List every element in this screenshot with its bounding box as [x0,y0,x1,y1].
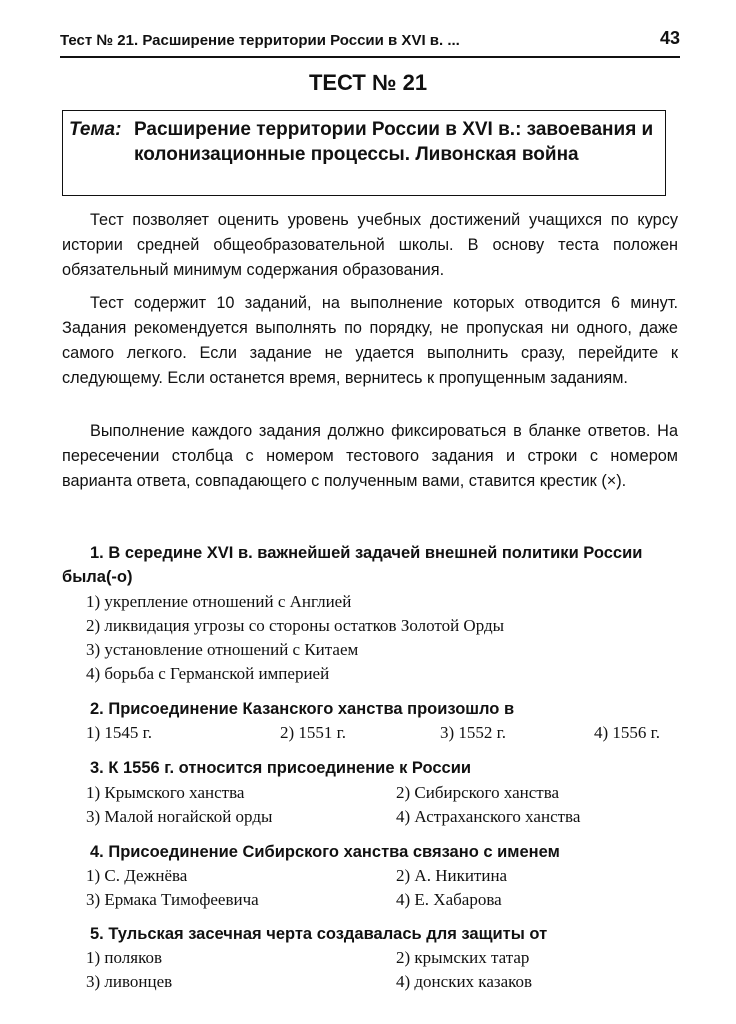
answer-option: 2) 1551 г. [280,723,346,742]
question-title: 3. К 1556 г. относится присоединение к России [90,759,472,777]
page-number: 43 [659,28,680,48]
answer-option: 3) установление отношений с Китаем [86,640,359,659]
answer-option: 2) ликвидация угрозы со стороны остатков Золотой Орды [86,616,505,635]
topic-text: Расширение территории России в XVI в.: завоевания и колонизационные процессы. Ливонская война [134,119,654,165]
answer-option: 2) крымских татар [396,948,530,967]
test-title: ТЕСТ № 21 [308,70,428,95]
question-title: 4. Присоединение Сибирского ханства связано с именем [90,843,560,861]
topic-label: Тема: [69,119,122,140]
answer-option: 3) Малой ногайской орды [86,807,273,826]
answer-option: 4) донских казаков [396,972,533,991]
answer-option: 4) борьба с Германской империей [86,664,330,683]
answer-option: 3) 1552 г. [440,723,506,742]
answer-option: 4) Астраханского ханства [396,807,581,826]
answer-option: 2) Сибирского ханства [396,783,560,802]
answer-option: 3) Ермака Тимофеевича [86,890,259,909]
intro-paragraph: Тест содержит 10 заданий, на выполнение которых отводится 6 минут. Задания рекомендуется выполнять по порядку, не пропуская ни одного, даже самого легкого. Если задание не удается выполнить сразу, перейдите к следующему. Если останется время, вернитесь к пропущенным заданиям. [62,294,678,387]
answer-option: 1) поляков [86,948,163,967]
header-rule [60,56,680,58]
topic-box [62,110,666,196]
answer-option: 1) Крымского ханства [86,783,245,802]
intro-paragraph: Выполнение каждого задания должно фиксироваться в бланке ответов. На пересечении столбца с номером тестового задания и строки с номером варианта ответа, совпадающего с полученным вами, ставится крестик (×). [62,422,678,490]
question-title: 2. Присоединение Казанского ханства произошло в [90,700,515,718]
answer-option: 1) С. Дежнёва [86,866,188,885]
question-title: 5. Тульская засечная черта создавалась для защиты от [90,925,548,943]
answer-option: 3) ливонцев [86,972,173,991]
answer-option: 4) Е. Хабарова [396,890,502,909]
question-title: 1. В середине XVI в. важнейшей задачей внешней политики России была(-о) [62,544,643,586]
answer-option: 1) 1545 г. [86,723,152,742]
answer-option: 2) А. Никитина [396,866,508,885]
answer-option: 1) укрепление отношений с Англией [86,592,352,611]
running-head-title: Тест № 21. Расширение территории России в XVI в. ... [60,32,460,49]
running-head [60,28,680,56]
intro-paragraph: Тест позволяет оценить уровень учебных достижений учащихся по курсу истории средней общеобразовательной школы. В основу теста положен обязательный минимум содержания образования. [62,211,678,279]
answer-option: 4) 1556 г. [594,723,660,742]
